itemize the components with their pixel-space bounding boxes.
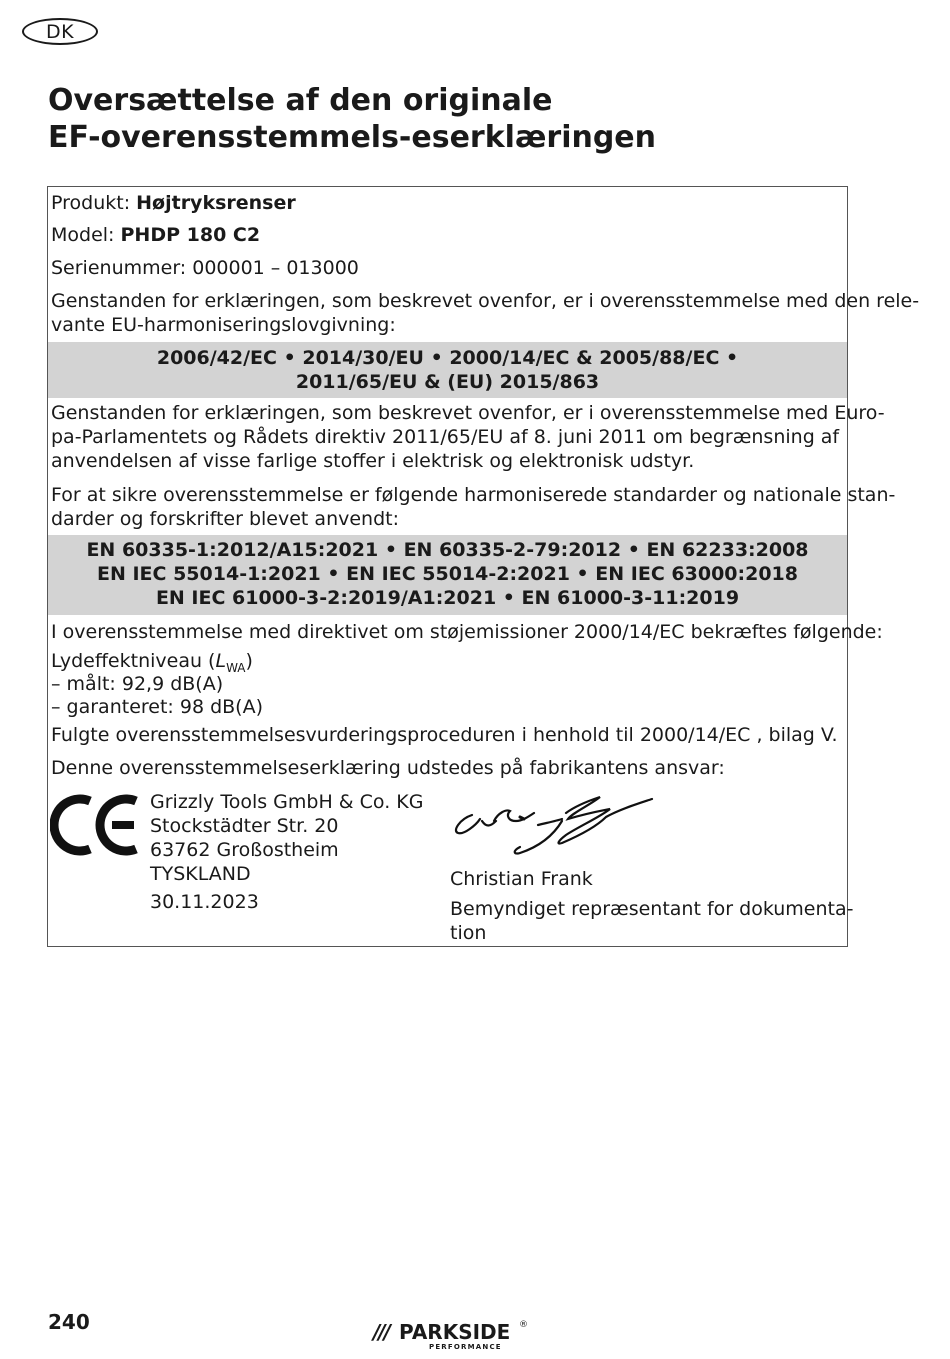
sound-measured: – målt: 92,9 dB(A) — [51, 673, 224, 695]
model-label: Model: — [51, 224, 121, 246]
model-row — [51, 223, 841, 247]
rohs-line-2: pa-Parlamentets og Rådets direktiv 2011/65/EU af 8. juni 2011 om begrænsning af — [51, 426, 840, 448]
standards-intro — [51, 483, 896, 531]
page-title-line-1: Oversættelse af den originale — [48, 83, 553, 118]
ce-mark-icon — [50, 793, 142, 857]
manufacturer-street: Stockstädter Str. 20 — [150, 815, 339, 837]
sound-power-subscript: WA — [226, 660, 246, 675]
directives-band — [48, 342, 847, 398]
directives-line-2: 2011/65/EU & (EU) 2015/863 — [295, 371, 600, 393]
page-title — [48, 82, 656, 156]
sound-guaranteed: – garanteret: 98 dB(A) — [51, 696, 263, 718]
brand-registered-mark: ® — [519, 1320, 528, 1330]
manufacturer-address — [150, 790, 423, 914]
product-value: Højtryksrenser — [136, 192, 296, 214]
model-value: PHDP 180 C2 — [120, 224, 261, 246]
rohs-line-1: Genstanden for erklæringen, som beskrevet ovenfor, er i overensstemmelse med Euro- — [51, 402, 885, 424]
directives-line-1: 2006/42/EC • 2014/30/EU • 2000/14/EC & 2005/88/EC • — [156, 347, 739, 369]
standards-line-1: EN 60335-1:2012/A15:2021 • EN 60335-2-79:2012 • EN 62233:2008 — [86, 539, 809, 561]
page-number: 240 — [48, 1310, 90, 1334]
brand-name: PARKSIDE — [399, 1320, 511, 1344]
sound-power-text: Lydeffektniveau ( — [51, 650, 216, 672]
manufacturer-name: Grizzly Tools GmbH & Co. KG — [150, 791, 424, 813]
eu-conformity-line-1: Genstanden for erklæringen, som beskrevet ovenfor, er i overensstemmelse med den rele- — [51, 290, 920, 312]
signatory-name: Christian Frank — [450, 868, 593, 890]
rohs-text — [51, 401, 885, 473]
standards-intro-line-2: darder og forskrifter blevet anvendt: — [51, 508, 399, 530]
standards-intro-line-1: For at sikre overensstemmelse er følgende harmoniserede standarder og nationale stan- — [51, 484, 896, 506]
eu-conformity-line-2: vante EU-harmoniseringslovgivning: — [51, 314, 396, 336]
brand-logo — [373, 1320, 533, 1354]
rohs-line-3: anvendelsen af visse farlige stoffer i elektrisk og elektronisk udstyr. — [51, 450, 695, 472]
sound-power-close: ) — [245, 650, 253, 672]
brand-slashes: /// — [373, 1320, 389, 1344]
brand-subline: PERFORMANCE — [429, 1343, 502, 1351]
sound-power-symbol: L — [215, 650, 227, 672]
manufacturer-country: TYSKLAND — [150, 863, 251, 885]
manufacturer-city: 63762 Großostheim — [150, 839, 339, 861]
procedure-text: Fulgte overensstemmelsesvurderingsproceduren i henhold til 2000/14/EC , bilag V. — [51, 724, 838, 746]
standards-line-2: EN IEC 55014-1:2021 • EN IEC 55014-2:2021 • EN IEC 63000:2018 — [96, 563, 798, 585]
page-title-line-2: EF-overensstemmels-eserklæringen — [48, 120, 657, 155]
product-label: Produkt: — [51, 192, 137, 214]
handwritten-signature — [450, 791, 655, 861]
product-row — [51, 191, 841, 215]
declaration-box — [47, 186, 920, 947]
signatory-role-line-2: tion — [450, 922, 487, 944]
language-badge: DK — [22, 18, 98, 45]
signatory-role — [450, 897, 853, 945]
standards-line-3: EN IEC 61000-3-2:2019/A1:2021 • EN 61000-3-11:2019 — [155, 587, 740, 609]
eu-conformity-text — [51, 289, 920, 337]
noise-intro: I overensstemmelse med direktivet om støjemissioner 2000/14/EC bekræftes følgende: — [51, 621, 883, 643]
signatory-role-line-1: Bemyndiget repræsentant for dokumenta- — [450, 898, 854, 920]
standards-band — [48, 535, 847, 615]
responsibility-text: Denne overensstemmelseserklæring udstedes på fabrikantens ansvar: — [51, 757, 725, 779]
declaration-date: 30.11.2023 — [150, 891, 259, 913]
serial-number: Serienummer: 000001 – 013000 — [51, 257, 359, 279]
